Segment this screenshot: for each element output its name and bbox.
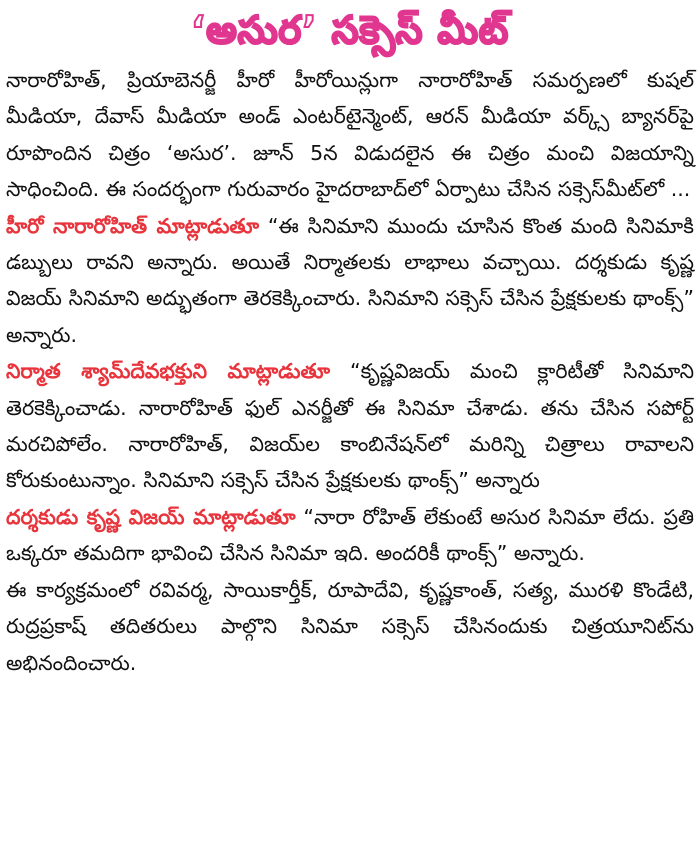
- closing-paragraph: ఈ కార్యక్రమంలో రవివర్మ, సాయికార్తీక్, రూపాదేవి, కృష్ణకాంత్, సత్య, మురళి కొండేటి, రుద్రప్రకాష్ తదితరులు పాల్గొని సినిమా సక్సెస్ చేసినందుకు చిత్రయూనిట్‌ను అభినందించారు.: [6, 577, 694, 675]
- quote-paragraph-hero: [6, 208, 694, 354]
- article-title: ‘అసుర’ సక్సెస్ మీట్: [190, 8, 510, 52]
- speaker-label: హీరో నారారోహిత్ మాట్లాడుతూ: [6, 213, 260, 238]
- quote-paragraph-director: [6, 499, 694, 572]
- quote-paragraph-producer: [6, 353, 694, 499]
- intro-paragraph: నారారోహిత్, ప్రియాబెనర్జీ హీరో హీరోయిన్లుగా నారారోహిత్ సమర్పణలో కుషల్ మీడియా, దేవాస్ మీడియా అండ్ ఎంటర్‌టైన్మెంట్, ఆరన్ మీడియా వర్క్స్ బ్యానర్‌పై రూపొందిన చిత్రం ‘అసుర’. జూన్ 5న విడుదలైన ఈ చిత్రం మంచి విజయాన్ని సాధించింది. ఈ సందర్భంగా గురువారం హైదరాబాద్‌లో ఏర్పాటు చేసిన సక్సెస్‌మీట్‌లో ...: [6, 68, 694, 202]
- quote-text: “కృష్ణవిజయ్ మంచి క్లారిటీతో సినిమాని తెరకెక్కించాడు. నారారోహిత్ ఫుల్ ఎనర్జీతో ఈ సినిమా చేశాడు. తను చేసిన సపోర్ట్ మరచిపోలేం. నారారోహిత్, విజయ్‌ల కాంబినేషన్‌లో మరిన్ని చిత్రాలు రావాలని కోరుకుంటున్నాం. సినిమాని సక్సెస్ చేసిన ప్రేక్షకులకు థాంక్స్” అన్నారు: [6, 359, 694, 493]
- quote-text: “ఈ సినిమాని ముందు చూసిన కొంత మంది సినిమాకి డబ్బులు రావని అన్నారు. అయితే నిర్మాతలకు లాభాలు వచ్చాయి. దర్శకుడు కృష్ణ విజయ్ సినిమాని అద్భుతంగా తెరకెక్కించారు. సినిమాని సక్సెస్ చేసిన ప్రేక్షకులకు థాంక్స్” అన్నారు.: [6, 213, 694, 347]
- speaker-label: దర్శకుడు కృష్ణ విజయ్ మాట్లాడుతూ: [6, 504, 296, 529]
- quote-text: “నారా రోహిత్ లేకుంటే అసుర సినిమా లేదు. ప్రతి ఒక్కరూ తమదిగా భావించి చేసిన సినిమా ఇది. అందరికీ థాంక్స్” అన్నారు.: [6, 504, 694, 566]
- title-banner: [0, 0, 700, 60]
- speaker-label: నిర్మాత శ్యామ్‌దేవభక్తుని మాట్లాడుతూ: [6, 359, 331, 384]
- article-body: [6, 62, 694, 681]
